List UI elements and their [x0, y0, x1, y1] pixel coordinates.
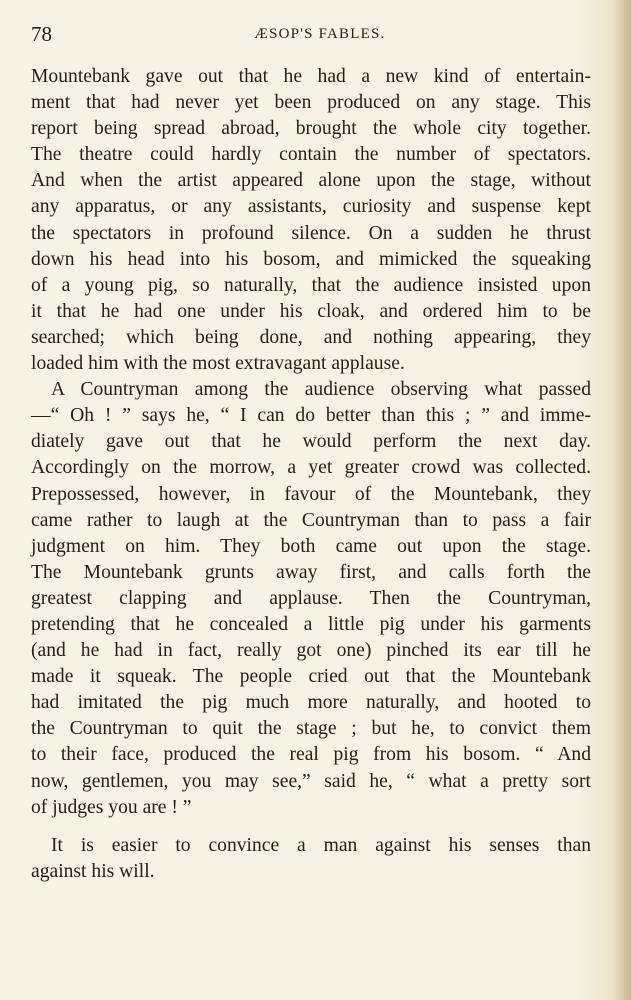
text-line: Prepossessed, however, in favour of the Mountebank, they	[31, 483, 591, 505]
text-line: Mountebank gave out that he had a new kind of entertain-	[31, 66, 591, 87]
text-line: judgment on him. They both came out upon the stage.	[31, 535, 591, 557]
text-line: A Countryman among the audience observing what passed	[51, 379, 591, 401]
text-line: of a young pig, so naturally, that the audience insisted upon	[31, 274, 591, 296]
text-line: against his will.	[31, 860, 155, 882]
text-line: greatest clapping and applause. Then the Countryman,	[31, 587, 591, 609]
running-title: ÆSOP'S FABLES.	[254, 26, 386, 42]
text-line: loaded him with the most extravagant applause.	[31, 353, 405, 375]
text-line: to their face, produced the real pig from his bosom. “ And	[31, 744, 591, 766]
page-number: 78	[31, 22, 52, 46]
text-line: Accordingly on the morrow, a yet greater crowd was collected.	[31, 457, 591, 479]
text-line: down his head into his bosom, and mimicked the squeaking	[31, 248, 591, 270]
text-line: ment that had never yet been produced on any stage. This	[31, 92, 591, 114]
text-line: pretending that he concealed a little pig under his garments	[31, 613, 591, 635]
page-header	[31, 22, 591, 52]
text-line: now, gentlemen, you may see,” said he, “ what a pretty sort	[31, 770, 591, 792]
text-line: came rather to laugh at the Countryman than to pass a fair	[31, 509, 591, 531]
paragraph-2	[31, 377, 591, 821]
body-text	[31, 64, 591, 885]
text-line: it that he had one under his cloak, and ordered him to be	[31, 300, 591, 322]
text-line: any apparatus, or any assistants, curiosity and suspense kept	[31, 196, 591, 218]
text-line: It is easier to convince a man against his senses than	[51, 834, 591, 856]
text-line: searched; which being done, and nothing appearing, they	[31, 326, 591, 348]
paragraph-1	[31, 64, 591, 377]
text-line: The theatre could hardly contain the number of spectators.	[31, 144, 591, 166]
text-line: the Countryman to quit the stage ; but he, to convict them	[31, 718, 591, 740]
text-line: report being spread abroad, brought the whole city together.	[31, 118, 591, 140]
moral-paragraph	[31, 833, 591, 885]
text-line: —“ Oh ! ” says he, “ I can do better than this ; ” and imme-	[31, 405, 591, 427]
text-line: (and he had in fact, really got one) pinched its ear till he	[31, 640, 591, 662]
text-line: And when the artist appeared alone upon the stage, without	[31, 170, 591, 192]
text-line: of judges you are ! ”	[31, 796, 192, 818]
text-line: diately gave out that he would perform the next day.	[31, 431, 591, 453]
text-line: the spectators in profound silence. On a sudden he thrust	[31, 222, 591, 244]
text-line: The Mountebank grunts away first, and calls forth the	[31, 561, 591, 583]
text-line: had imitated the pig much more naturally, and hooted to	[31, 692, 591, 714]
text-line: made it squeak. The people cried out that the Mountebank	[31, 666, 591, 688]
